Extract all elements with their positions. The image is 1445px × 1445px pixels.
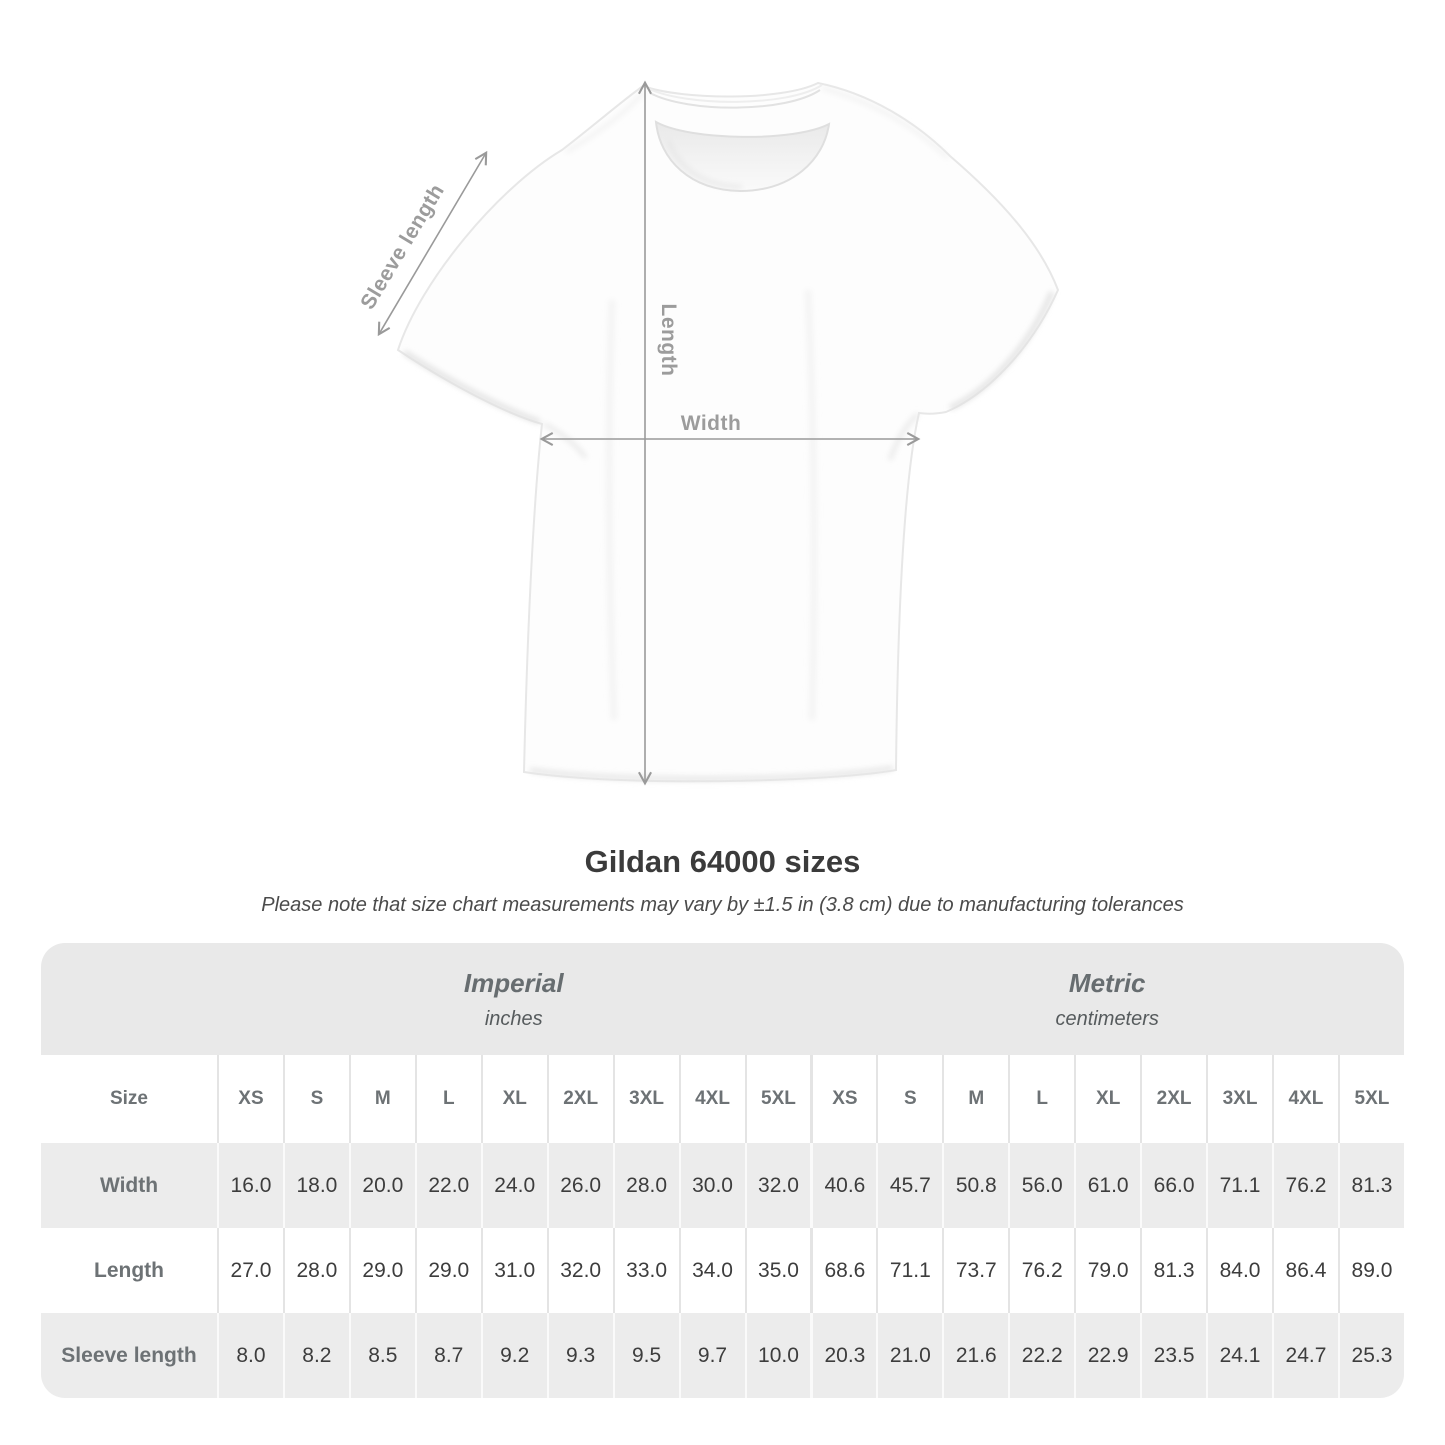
table-corner-cell bbox=[41, 943, 217, 1055]
size-header-row bbox=[41, 1055, 1404, 1143]
value-cell: 61.0 bbox=[1074, 1143, 1140, 1228]
value-cell: 9.2 bbox=[481, 1313, 547, 1398]
value-cell: 71.1 bbox=[1206, 1143, 1272, 1228]
size-col-header-metric: S bbox=[876, 1055, 942, 1143]
value-cell: 18.0 bbox=[283, 1143, 349, 1228]
metric-group-title: Metric bbox=[1068, 967, 1146, 998]
value-cell: 8.0 bbox=[217, 1313, 283, 1398]
value-cell: 89.0 bbox=[1338, 1228, 1404, 1313]
value-cell: 34.0 bbox=[679, 1228, 745, 1313]
value-cell: 29.0 bbox=[349, 1228, 415, 1313]
unit-group-row bbox=[41, 943, 1404, 1055]
length-label: Length bbox=[657, 303, 680, 377]
imperial-group-header bbox=[217, 943, 810, 1055]
value-cell: 16.0 bbox=[217, 1143, 283, 1228]
value-cell: 28.0 bbox=[613, 1143, 679, 1228]
size-col-header-metric: XL bbox=[1074, 1055, 1140, 1143]
width-label: Width bbox=[680, 412, 742, 435]
row-label: Sleeve length bbox=[41, 1313, 217, 1398]
row-label: Width bbox=[41, 1143, 217, 1228]
value-cell: 22.0 bbox=[415, 1143, 481, 1228]
size-col-header-imperial: S bbox=[283, 1055, 349, 1143]
size-col-header-imperial: 4XL bbox=[679, 1055, 745, 1143]
value-cell: 20.0 bbox=[349, 1143, 415, 1228]
value-cell: 24.1 bbox=[1206, 1313, 1272, 1398]
size-col-header-imperial: 3XL bbox=[613, 1055, 679, 1143]
value-cell: 8.2 bbox=[283, 1313, 349, 1398]
value-cell: 26.0 bbox=[547, 1143, 613, 1228]
value-cell: 35.0 bbox=[745, 1228, 811, 1313]
value-cell: 73.7 bbox=[942, 1228, 1008, 1313]
metric-group-unit: centimeters bbox=[1055, 1007, 1159, 1030]
value-cell: 22.2 bbox=[1008, 1313, 1074, 1398]
value-cell: 68.6 bbox=[810, 1228, 876, 1313]
size-col-header-imperial: L bbox=[415, 1055, 481, 1143]
value-cell: 31.0 bbox=[481, 1228, 547, 1313]
value-cell: 25.3 bbox=[1338, 1313, 1404, 1398]
value-cell: 24.7 bbox=[1272, 1313, 1338, 1398]
value-cell: 27.0 bbox=[217, 1228, 283, 1313]
imperial-group-unit: inches bbox=[484, 1007, 543, 1030]
size-col-header-metric: M bbox=[942, 1055, 1008, 1143]
imperial-group-title: Imperial bbox=[463, 967, 564, 998]
value-cell: 8.5 bbox=[349, 1313, 415, 1398]
measurement-row bbox=[41, 1228, 1404, 1313]
value-cell: 40.6 bbox=[810, 1143, 876, 1228]
size-col-header-metric: 3XL bbox=[1206, 1055, 1272, 1143]
size-col-header-imperial: M bbox=[349, 1055, 415, 1143]
size-col-header-metric: 2XL bbox=[1140, 1055, 1206, 1143]
value-cell: 33.0 bbox=[613, 1228, 679, 1313]
value-cell: 84.0 bbox=[1206, 1228, 1272, 1313]
sleeve-length-label: Sleeve length bbox=[356, 180, 449, 314]
value-cell: 32.0 bbox=[745, 1143, 811, 1228]
value-cell: 10.0 bbox=[745, 1313, 811, 1398]
value-cell: 9.3 bbox=[547, 1313, 613, 1398]
value-cell: 66.0 bbox=[1140, 1143, 1206, 1228]
metric-group-header bbox=[810, 943, 1404, 1055]
row-label: Length bbox=[41, 1228, 217, 1313]
size-col-header-metric: 4XL bbox=[1272, 1055, 1338, 1143]
size-table-container bbox=[41, 943, 1404, 1398]
value-cell: 24.0 bbox=[481, 1143, 547, 1228]
value-cell: 23.5 bbox=[1140, 1313, 1206, 1398]
value-cell: 76.2 bbox=[1272, 1143, 1338, 1228]
value-cell: 20.3 bbox=[810, 1313, 876, 1398]
size-table-body bbox=[41, 1143, 1404, 1398]
value-cell: 21.0 bbox=[876, 1313, 942, 1398]
value-cell: 9.7 bbox=[679, 1313, 745, 1398]
measurement-row bbox=[41, 1143, 1404, 1228]
value-cell: 29.0 bbox=[415, 1228, 481, 1313]
size-col-header-imperial: 2XL bbox=[547, 1055, 613, 1143]
value-cell: 56.0 bbox=[1008, 1143, 1074, 1228]
size-column-title: Size bbox=[41, 1055, 217, 1143]
value-cell: 8.7 bbox=[415, 1313, 481, 1398]
size-col-header-imperial: 5XL bbox=[745, 1055, 811, 1143]
value-cell: 32.0 bbox=[547, 1228, 613, 1313]
value-cell: 71.1 bbox=[876, 1228, 942, 1313]
value-cell: 21.6 bbox=[942, 1313, 1008, 1398]
measurement-row bbox=[41, 1313, 1404, 1398]
value-cell: 22.9 bbox=[1074, 1313, 1140, 1398]
value-cell: 9.5 bbox=[613, 1313, 679, 1398]
value-cell: 79.0 bbox=[1074, 1228, 1140, 1313]
value-cell: 50.8 bbox=[942, 1143, 1008, 1228]
page-title: Gildan 64000 sizes bbox=[584, 844, 861, 879]
value-cell: 45.7 bbox=[876, 1143, 942, 1228]
size-table bbox=[41, 943, 1404, 1398]
value-cell: 81.3 bbox=[1338, 1143, 1404, 1228]
size-col-header-metric: XS bbox=[810, 1055, 876, 1143]
tolerance-note: Please note that size chart measurements may vary by ±1.5 in (3.8 cm) due to manufacturing tolerances bbox=[261, 894, 1184, 916]
value-cell: 76.2 bbox=[1008, 1228, 1074, 1313]
value-cell: 86.4 bbox=[1272, 1228, 1338, 1313]
size-col-header-imperial: XL bbox=[481, 1055, 547, 1143]
size-col-header-metric: L bbox=[1008, 1055, 1074, 1143]
size-col-header-imperial: XS bbox=[217, 1055, 283, 1143]
value-cell: 30.0 bbox=[679, 1143, 745, 1228]
value-cell: 28.0 bbox=[283, 1228, 349, 1313]
value-cell: 81.3 bbox=[1140, 1228, 1206, 1313]
size-col-header-metric: 5XL bbox=[1338, 1055, 1404, 1143]
